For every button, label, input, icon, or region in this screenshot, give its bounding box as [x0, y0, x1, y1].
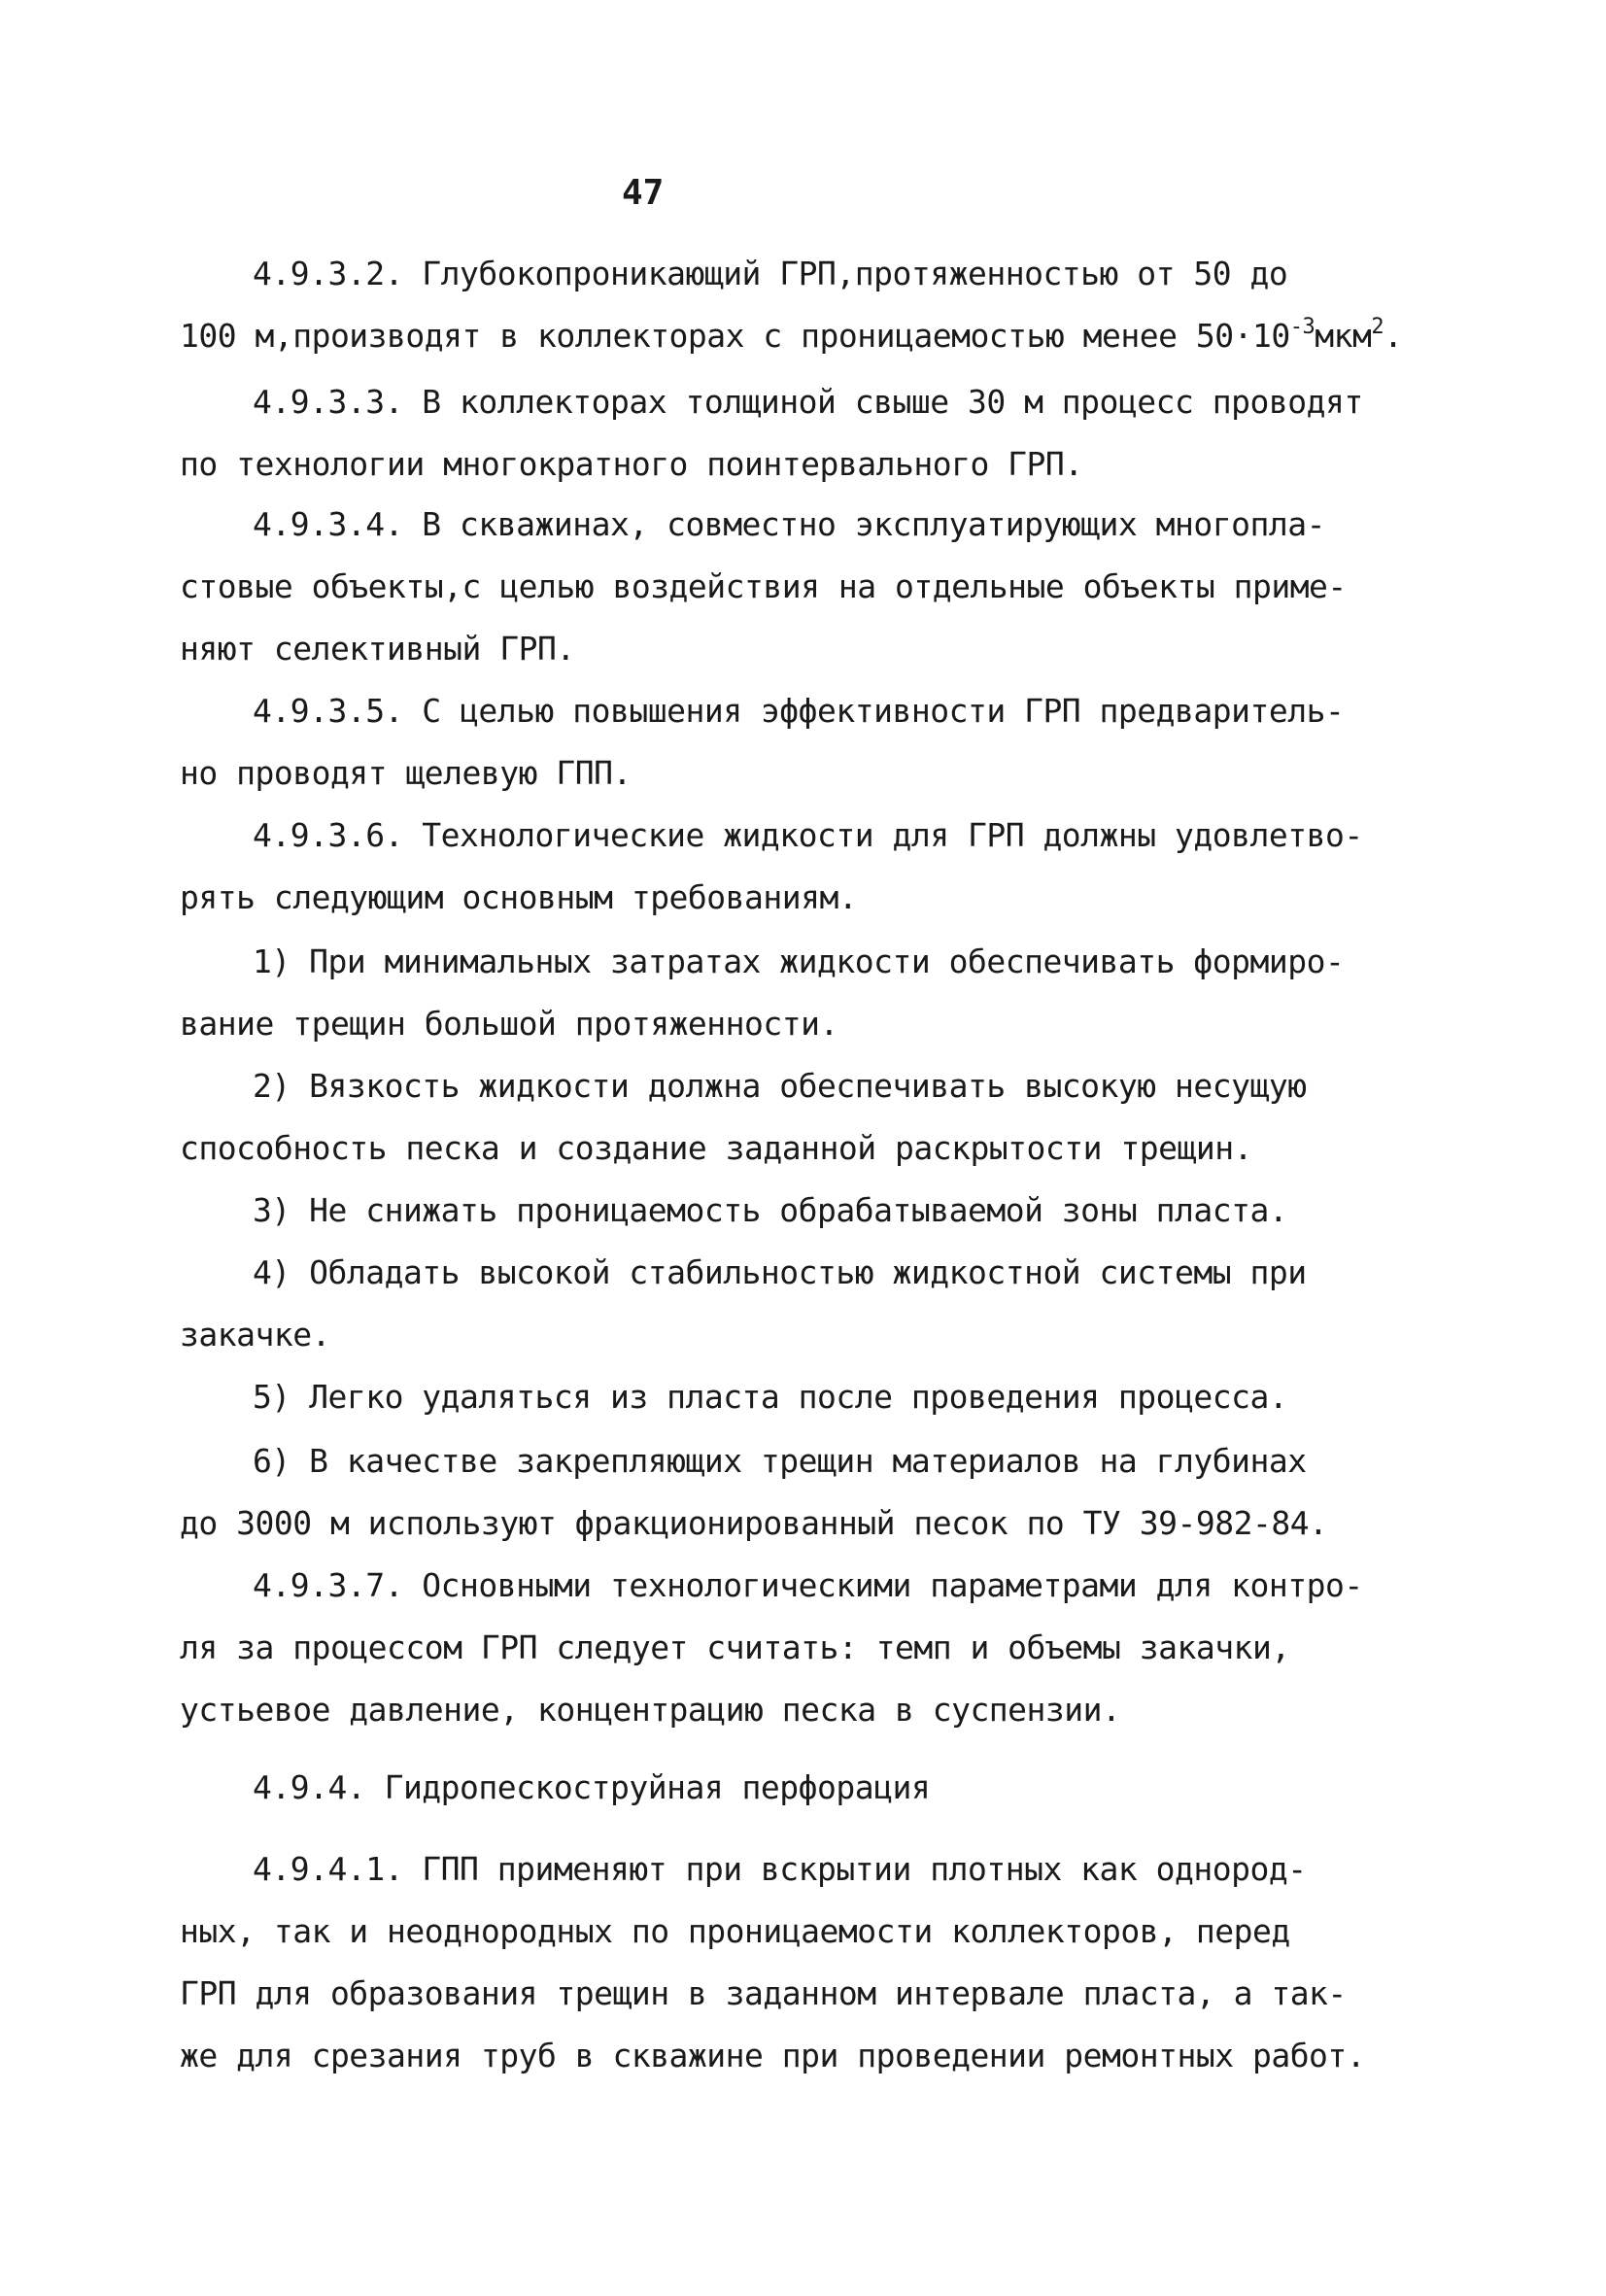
paragraph-4-9-3-5-line-1: 4.9.3.5. С целью повышения эффективности ГРП предваритель-	[253, 692, 1345, 730]
list-item-6-line-2: до 3000 м используют фракционированный песок по ТУ 39-982-84.	[180, 1504, 1328, 1542]
list-item-3: 3) Не снижать проницаемость обрабатываемой зоны пласта.	[253, 1191, 1288, 1229]
paragraph-4-9-3-2-line-2	[180, 317, 1402, 355]
paragraph-4-9-3-4-line-2: стовые объекты,с целью воздействия на отдельные объекты приме-	[180, 567, 1347, 605]
paragraph-4-9-3-5-line-2: но проводят щелевую ГПП.	[180, 754, 632, 792]
paragraph-4-9-4-1-line-2: ных, так и неоднородных по проницаемости коллекторов, перед	[180, 1912, 1290, 1950]
paragraph-4-9-3-4-line-3: няют селективный ГРП.	[180, 630, 575, 668]
paragraph-4-9-4-1-line-3: ГРП для образования трещин в заданном интервале пласта, а так-	[180, 1974, 1347, 2012]
page-number: 47	[622, 173, 665, 213]
list-item-5: 5) Легко удаляться из пласта после проведения процесса.	[253, 1378, 1288, 1416]
list-item-1-line-2: вание трещин большой протяженности.	[180, 1005, 838, 1043]
period: .	[1384, 317, 1403, 355]
paragraph-4-9-3-7-line-3: устьевое давление, концентрацию песка в суспензии.	[180, 1691, 1121, 1729]
list-item-2-line-2: способность песка и создание заданной раскрытости трещин.	[180, 1129, 1252, 1167]
paragraph-4-9-3-7-line-1: 4.9.3.7. Основными технологическими параметрами для контро-	[253, 1566, 1363, 1604]
paragraph-4-9-4-1-line-4: же для срезания труб в скважине при проведении ремонтных работ.	[180, 2037, 1366, 2074]
paragraph-4-9-3-7-line-2: ля за процессом ГРП следует считать: темп и объемы закачки,	[180, 1628, 1290, 1666]
paragraph-4-9-4-1-line-1: 4.9.4.1. ГПП применяют при вскрытии плотных как однород-	[253, 1850, 1307, 1888]
paragraph-4-9-3-6-line-1: 4.9.3.6. Технологические жидкости для ГРП должны удовлетво-	[253, 816, 1363, 854]
list-item-4-line-2: закачке.	[180, 1316, 330, 1354]
list-item-4-line-1: 4) Обладать высокой стабильностью жидкостной системы при	[253, 1253, 1307, 1291]
paragraph-4-9-3-6-line-2: рять следующим основным требованиям.	[180, 878, 858, 916]
paragraph-4-9-3-2-line-1: 4.9.3.2. Глубокопроникающий ГРП,протяженностью от 50 до	[253, 255, 1288, 292]
unit-text: мкм	[1315, 317, 1372, 355]
paragraph-4-9-3-4-line-1: 4.9.3.4. В скважинах, совместно эксплуатирующих многопла-	[253, 505, 1325, 543]
list-item-6-line-1: 6) В качестве закрепляющих трещин материалов на глубинах	[253, 1442, 1307, 1480]
superscript-square: 2	[1371, 315, 1384, 339]
list-item-1-line-1: 1) При минимальных затратах жидкости обеспечивать формиро-	[253, 942, 1345, 980]
list-item-2-line-1: 2) Вязкость жидкости должна обеспечивать высокую несущую	[253, 1067, 1307, 1105]
section-heading-4-9-4: 4.9.4. Гидропескоструйная перфорация	[253, 1768, 931, 1806]
paragraph-4-9-3-3-line-2: по технологии многократного поинтервального ГРП.	[180, 445, 1083, 483]
text-fragment: 100 м,производят в коллекторах с проницаемостью менее 50·10	[180, 317, 1290, 355]
paragraph-4-9-3-3-line-1: 4.9.3.3. В коллекторах толщиной свыше 30 м процесс проводят	[253, 383, 1363, 421]
superscript-exponent: -3	[1289, 315, 1316, 339]
